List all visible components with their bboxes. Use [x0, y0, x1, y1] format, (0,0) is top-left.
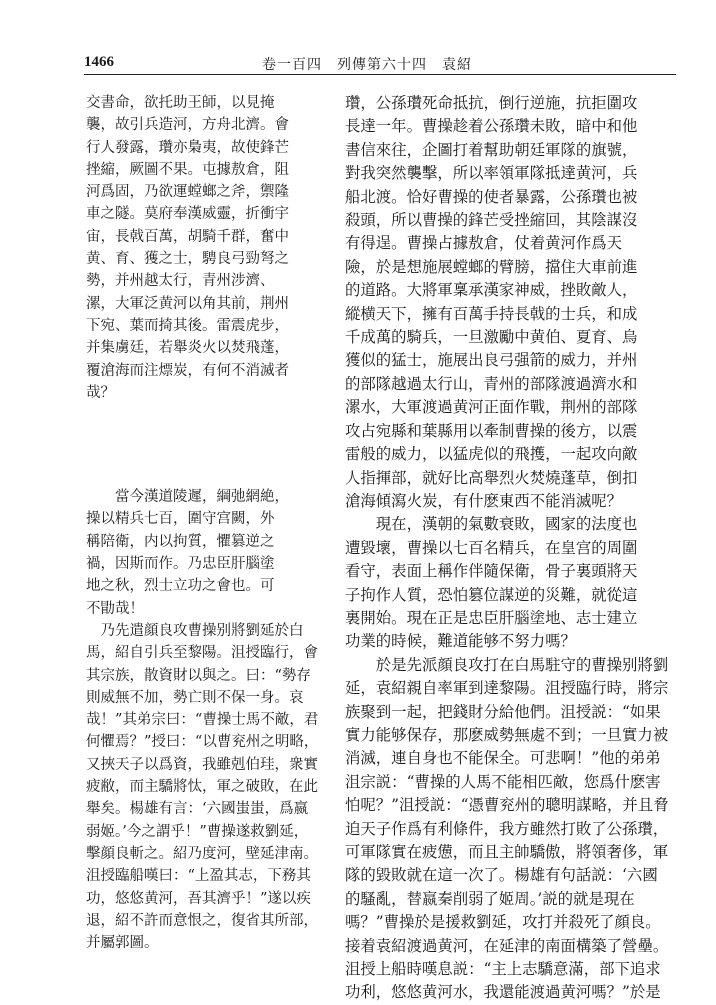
translation-paragraph-1: 瓚，公孫瓚死命抵抗，倒行逆施，抗拒圍攻 長達一年。曹操趁着公孫瓚未敗，暗中和他 書信來往，企圖打着幫助朝廷軍隊的旗號， 對我突然襲擊，所以率領軍隊抵達黄河，兵 船北渡。恰好曹操的使者暴露，公孫瓚也被 殺頭，所以曹操的鋒芒受挫縮回，其陰謀沒 有得逞。曹操占據敖倉，仗着黄河作爲天 險，於是想施展螳螂的臂膀，擋住大車前進 的道路。大將軍稟承漢家神威，挫敗敵人， 縱横天下，擁有百萬手持長戟的士兵，和成 千成萬的騎兵，一旦激勵中黄伯、夏育、烏 獲似的猛士，施展出良弓强箭的威力，并州 的部隊越過太行山，青州的部隊渡過濟水和 漯水，大軍渡過黄河正面作戰，荆州的部隊 攻占宛縣和葉縣用以牽制曹操的後方，以震 雷般的威力，以猛虎似的飛擭，一起攻向敵 人指揮部，就好比高舉烈火焚燒蓬草，倒扣 滄海傾瀉火炭，有什麽東西不能消滅呢？ — [345, 94, 638, 510]
page-number: 1466 — [84, 54, 114, 70]
classical-paragraph-2: 當今漢道陵遲，綱弛網絶， 操以精兵七百，圍守宫闕，外 稱陪衛，内以拘質，懼篡逆之 禍，因斯而作。乃忠臣肝腦塗 地之秋，烈士立功之會也。可 不勖哉！ — [86, 489, 289, 617]
translation-column — [345, 92, 669, 1005]
section-gap — [86, 404, 322, 486]
classical-text-column — [86, 92, 322, 954]
classical-paragraph-3: 乃先遣顔良攻曹操别將劉延於白 馬，紹自引兵至黎陽。沮授臨行，會 其宗族，散資財以與之。曰：“勢存 則威無不加，勢亡則不保一身。哀 哉！”其弟宗曰：“曹操士馬不敵，君 何懼焉？”授曰：“以曹兖州之明略， 又挾天子以爲資，我雖剋伯珪，衆實 疲敝，而主驕將忲，軍之破敗，在此 舉矣。楊雄有言：‘六國蚩蚩，爲嬴 弱姬。’今之謂乎！”曹操遂救劉延， 擊顔良斬之。紹乃度河，壁延津南。 沮授臨船嘆曰：“上盈其志，下務其 功，悠悠黄河，吾其濟乎！”遂以疾 退，紹不許而意恨之，復省其所部， 并屬郭圖。 — [86, 622, 319, 952]
header-rule — [84, 74, 676, 75]
classical-paragraph-1: 交書命，欲托助王師，以見掩 襲，故引兵造河，方舟北濟。會 行人發露，瓚亦梟夷，故使鋒芒 挫縮，厥圖不果。屯據敖倉，阻 河爲固，乃欲運螳螂之斧，禦隆 車之隧。莫府奉漢威靈，折衝宇 宙，長戟百萬，胡騎千群，奮中 黄、育、獲之士，騁良弓勁弩之 勢，并州越太行，青州涉濟、 漯，大軍泛黄河以角其前，荆州 下宛、葉而掎其後。雷震虎步， 并集虜廷，若舉炎火以焚飛蓬， 覆滄海而注熛炭，有何不消滅者 哉？ — [86, 95, 289, 401]
page-header — [84, 52, 676, 80]
translation-paragraph-3: 於是先派顔良攻打在白馬駐守的曹操别將劉 延，袁紹親自率軍到達黎陽。沮授臨行時，將宗 族聚到一起，把錢財分給他們。沮授説：“如果 實力能够保存，那麽威勢無處不到；一旦實力被 消滅，連自身也不能保全。可悲啊！”他的弟弟 沮宗説：“曹操的人馬不能相匹敵，您爲什麽害 怕呢？”沮授説：“憑曹兖州的聰明謀略，并且脅 迫天子作爲有利條件，我方雖然打敗了公孫瓚， 可軍隊實在疲憊，而且主帥驕傲，將領奢侈，軍 隊的毀敗就在這一次了。楊雄有句話説：‘六國 的騷亂，替嬴秦削弱了姬周。’説的就是現在 嗎？”曹操於是援救劉延，攻打并殺死了顔良。 接着袁紹渡過黄河，在延津的南面構築了營壘。 沮授上船時嘆息説：“主上志驕意滿，部下追求 功利，悠悠黄河水，我還能渡過黄河嗎？”於是 — [345, 655, 669, 1002]
running-head: 卷一百四 列傳第六十四 袁紹 — [262, 57, 472, 73]
translation-paragraph-2: 現在，漢朝的氣數衰敗，國家的法度也 遭毀壞，曹操以七百名精兵，在皇宫的周圍 看守，表面上稱作伴隨保衛，骨子裏頭將天 子拘作人質，恐怕篡位謀逆的災難，就從這 裏開始。現在正是忠臣肝腦塗地、志士建立 功業的時候，難道能够不努力嗎？ — [345, 515, 638, 651]
